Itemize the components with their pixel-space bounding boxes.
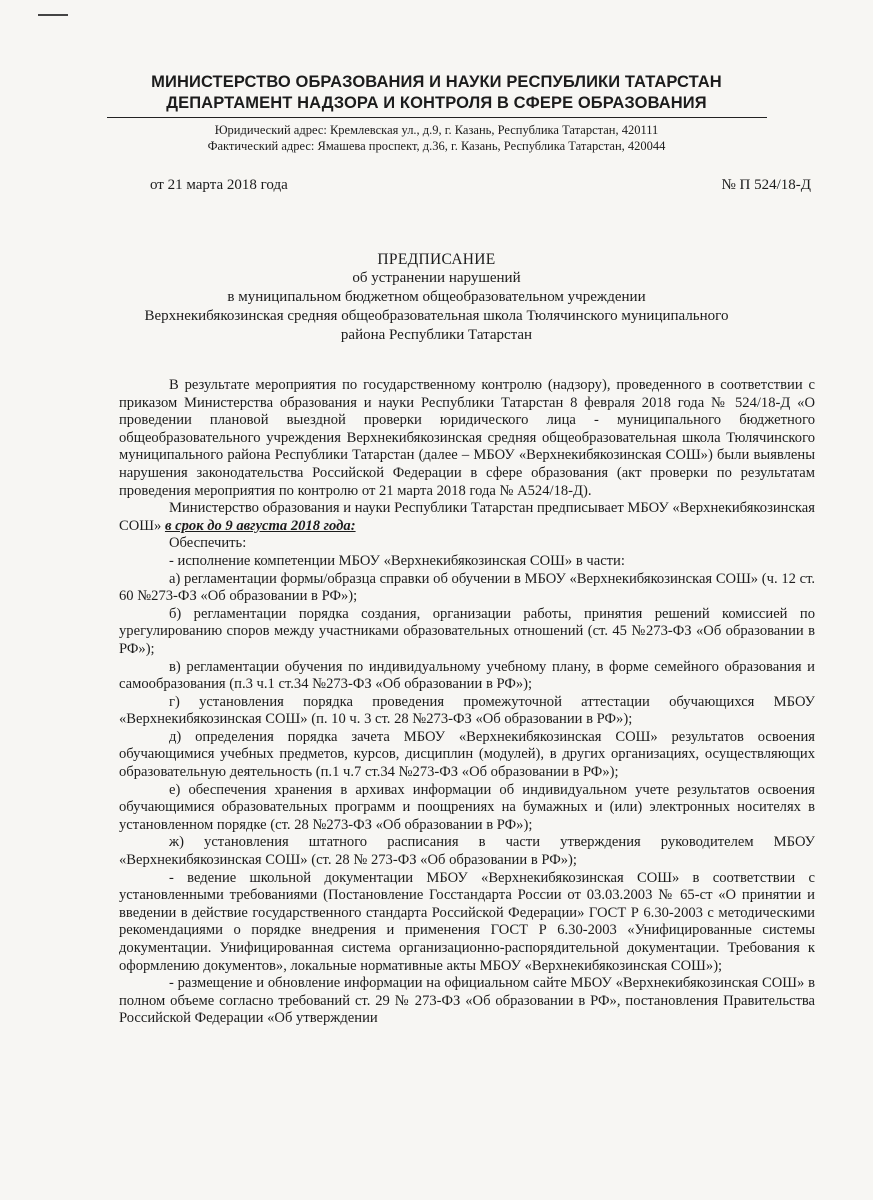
department-name: ДЕПАРТАМЕНТ НАДЗОРА И КОНТРОЛЯ В СФЕРЕ ОБРАЗОВАНИЯ — [166, 94, 707, 112]
item-e: е) обеспечения хранения в архивах информации об индивидуальном учете результатов освоения обучающимися образовательных программ и поощрениях на бумажных и (или) электронных носителях в установленном порядке (ст. 28 №273-ФЗ «Об образовании в РФ»); — [119, 781, 815, 833]
letterhead-divider — [107, 117, 767, 118]
prescribes-text: Министерство образования и науки Республики Татарстан предписывает МБОУ «Верхнекибякозинская СОШ» — [119, 500, 815, 534]
intro-paragraph: В результате мероприятия по государственному контролю (надзору), проведенного в соответствии с приказом Министерства образования и науки Республики Татарстан 8 февраля 2018 года № 524/18-Д «О проведении плановой выездной проверки юридического лица - муниципального бюджетного общеобразовательного учреждения Верхнекибякозинская средняя общеобразовательная школа Тюлячинского муниципального района Республики Татарстан (далее – МБОУ «Верхнекибякозинская СОШ») были выявлены нарушения законодательства Российской Федерации в сфере образования (акт проверки по результатам проведения мероприятия по контролю от 21 марта 2018 года № А524/18-Д). — [119, 377, 815, 499]
item-v: в) регламентации обучения по индивидуальному учебному плану, в форме семейного образования и самообразования (п.3 ч.1 ст.34 №273-ФЗ «Об образовании в РФ»); — [119, 658, 815, 693]
item-a: а) регламентации формы/образца справки об обучении в МБОУ «Верхнекибякозинская СОШ» (ч. 12 ст. 60 №273-ФЗ «Об образовании в РФ»); — [119, 570, 815, 605]
title-line-3: Верхнекибякозинская средняя общеобразовательная школа Тюлячинского муниципального — [144, 308, 729, 324]
title-line-1: об устранении нарушений — [352, 270, 521, 286]
item-b: б) регламентации порядка создания, организации работы, принятия решений комиссией по урегулированию споров между участниками образовательных отношений (ст. 45 №273-ФЗ «Об образовании в РФ»); — [119, 605, 815, 657]
legal-address: Юридический адрес: Кремлевская ул., д.9, г. Казань, Республика Татарстан, 420111 — [214, 123, 659, 137]
ensure-heading: Обеспечить: — [169, 535, 247, 552]
item-d: д) определения порядка зачета МБОУ «Верхнекибякозинская СОШ» результатов освоения обучающимися учебных предметов, курсов, дисциплин (модулей), в других организациях, осуществляющих образовательную деятельность (п.1 ч.7 ст.34 №273-ФЗ «Об образовании в РФ»); — [119, 728, 815, 781]
prescribes-paragraph — [119, 500, 815, 535]
reference-row — [150, 177, 811, 194]
document-title — [0, 250, 873, 345]
letterhead — [0, 72, 873, 154]
item-competence: - исполнение компетенции МБОУ «Верхнекибякозинская СОШ» в части: — [169, 552, 625, 569]
title-main: ПРЕДПИСАНИЕ — [377, 251, 496, 268]
scan-mark — [38, 14, 68, 16]
item-documentation: - ведение школьной документации МБОУ «Верхнекибякозинская СОШ» в соответствии с установленными требованиями (Постановление Госстандарта России от 03.03.2003 № 65-ст «О принятии и введении в действие государственного стандарта Российской Федерации» ГОСТ Р 6.30-2003 с методическими рекомендациями о порядке внедрения и применения ГОСТ Р 6.30-2003 «Унифицированные системы документации. Унифицированная система организационно-распорядительной документации. Требования к оформлению документов», локальные нормативные акты МБОУ «Верхнекибякозинская СОШ»); — [119, 869, 815, 974]
item-website: - размещение и обновление информации на официальном сайте МБОУ «Верхнекибякозинская СОШ» в полном объеме согласно требований ст. 29 № 273-ФЗ «Об образовании в РФ», постановления Правительства Российской Федерации «Об утверждении — [119, 975, 815, 1027]
item-zh: ж) установления штатного расписания в части утверждения руководителем МБОУ «Верхнекибякозинская СОШ» (ст. 28 № 273-ФЗ «Об образовании в РФ»); — [119, 834, 815, 869]
document-date: от 21 марта 2018 года — [150, 177, 288, 193]
document-number: № П 524/18-Д — [721, 177, 811, 193]
ministry-name: МИНИСТЕРСТВО ОБРАЗОВАНИЯ И НАУКИ РЕСПУБЛИКИ ТАТАРСТАН — [151, 73, 722, 91]
item-g: г) установления порядка проведения промежуточной аттестации обучающихся МБОУ «Верхнекибякозинская СОШ» (п. 10 ч. 3 ст. 28 №273-ФЗ «Об образовании в РФ»); — [119, 693, 815, 728]
deadline: в срок до 9 августа 2018 года: — [164, 517, 356, 534]
title-line-2: в муниципальном бюджетном общеобразовательном учреждении — [227, 289, 646, 305]
title-line-4: района Республики Татарстан — [340, 327, 533, 343]
document-body — [119, 377, 815, 1028]
actual-address: Фактический адрес: Ямашева проспект, д.36, г. Казань, Республика Татарстан, 420044 — [207, 139, 666, 153]
